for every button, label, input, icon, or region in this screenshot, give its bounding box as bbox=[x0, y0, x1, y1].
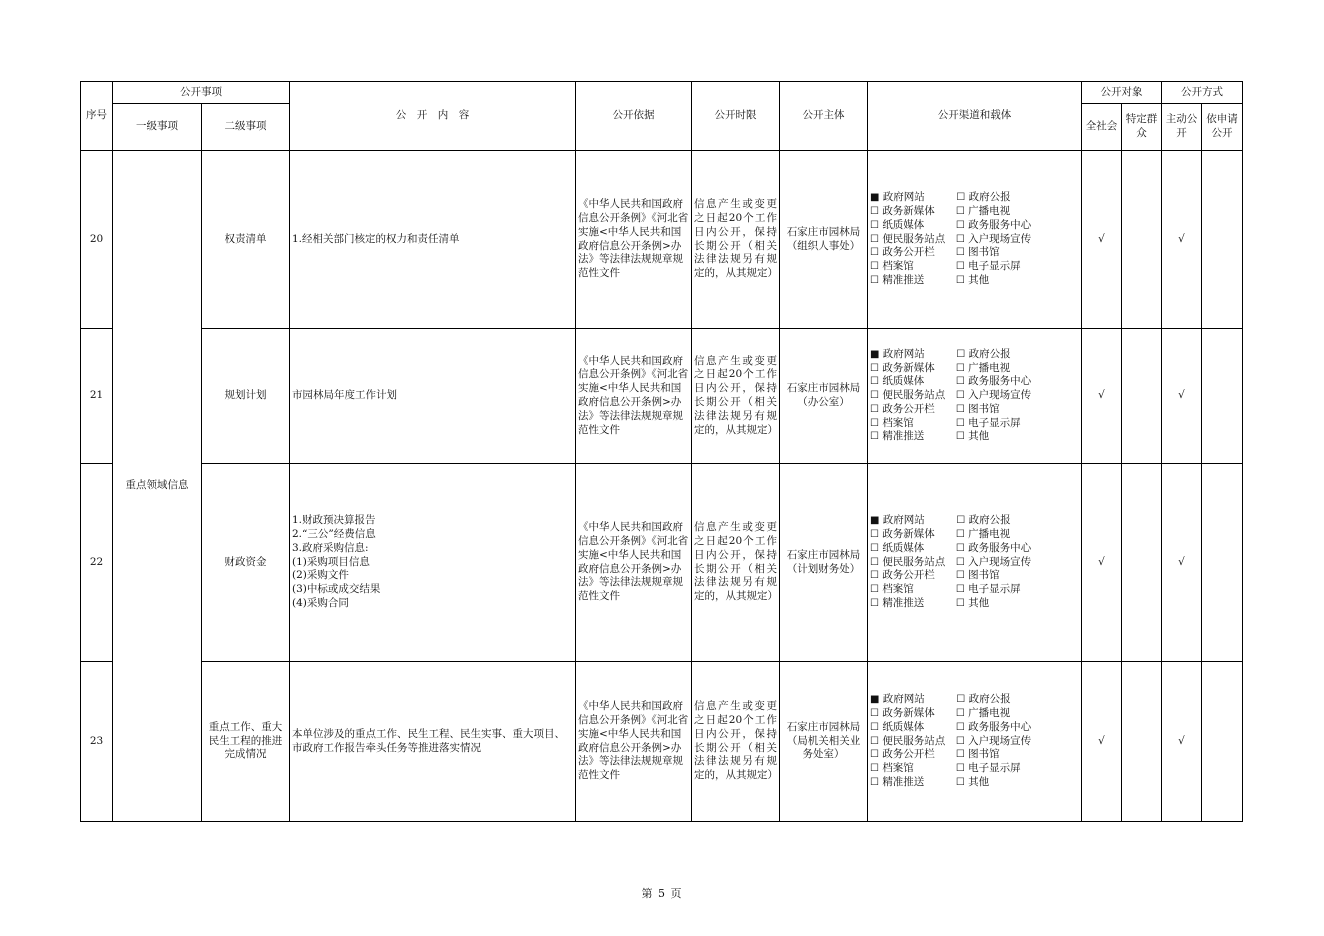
row-level2: 权责清单 bbox=[202, 151, 290, 329]
content-line: 本单位涉及的重点工作、民生工程、民生实事、重大项目、市政府工作报告牵头任务等推进落实情况 bbox=[292, 727, 565, 754]
table-row bbox=[81, 662, 1243, 822]
channel-line bbox=[870, 205, 1079, 219]
content-line: (3)中标或成交结果 bbox=[292, 583, 381, 596]
row-method-apply bbox=[1202, 151, 1243, 329]
channel-label: 政务公开栏 bbox=[882, 246, 935, 259]
channel-line bbox=[870, 417, 1079, 431]
channel-label: 便民服务站点 bbox=[882, 734, 946, 747]
checkbox-icon: ☐ bbox=[870, 708, 879, 719]
channel-label: 政务新媒体 bbox=[882, 707, 935, 719]
header-target-specific: 特定群众 bbox=[1122, 104, 1162, 151]
table-row bbox=[81, 151, 1243, 329]
row-level2: 重点工作、重大民生工程的推进完成情况 bbox=[202, 662, 290, 822]
channel-label: 政府公报 bbox=[968, 693, 1011, 706]
checkbox-icon: ☐ bbox=[955, 431, 965, 443]
checkbox-icon: ☐ bbox=[870, 417, 879, 429]
channel-line bbox=[870, 219, 1079, 233]
checkbox-icon: ☐ bbox=[870, 584, 879, 596]
channel-label: 政务新媒体 bbox=[882, 528, 935, 540]
row-target-all: √ bbox=[1082, 151, 1122, 329]
row-method-active: √ bbox=[1162, 329, 1202, 464]
checkbox-icon: ☐ bbox=[870, 261, 879, 273]
channel-label: 档案馆 bbox=[882, 260, 914, 273]
table-row bbox=[81, 464, 1243, 662]
disclosure-table bbox=[80, 81, 1243, 822]
channel-label: 政务公开栏 bbox=[882, 402, 935, 415]
row-method-active: √ bbox=[1162, 151, 1202, 329]
checkbox-icon: ☐ bbox=[870, 542, 879, 554]
row-basis: 《中华人民共和国政府信息公开条例》《河北省实施<中华人民共和国政府信息公开条例>办法》等法律法规规章规范性文件 bbox=[576, 662, 692, 822]
channel-label: 其他 bbox=[968, 596, 990, 609]
channel-label: 纸质媒体 bbox=[882, 218, 925, 231]
channel-line bbox=[870, 233, 1079, 247]
checkbox-icon: ☐ bbox=[955, 376, 965, 388]
header-level2: 二级事项 bbox=[202, 104, 290, 151]
row-period: 信息产生或变更之日起20个工作日内公开，保持长期公开（相关法律法规另有规定的，从其规定） bbox=[692, 151, 780, 329]
channel-label: 电子显示屏 bbox=[968, 416, 1021, 429]
channel-label: 政府网站 bbox=[882, 514, 925, 527]
checkbox-icon: ☐ bbox=[956, 515, 966, 527]
checkbox-icon: ☐ bbox=[870, 735, 879, 747]
checkbox-icon: ☐ bbox=[955, 570, 965, 582]
row-subject: 石家庄市园林局（局机关相关业务处室） bbox=[780, 662, 868, 822]
checkbox-icon: ☐ bbox=[955, 403, 965, 415]
row-subject: 石家庄市园林局（组织人事处） bbox=[780, 151, 868, 329]
channel-line bbox=[870, 274, 1079, 288]
channel-line bbox=[870, 721, 1079, 735]
channel-label: 其他 bbox=[968, 775, 990, 788]
checkbox-icon: ☐ bbox=[955, 763, 965, 775]
channel-line bbox=[870, 191, 1079, 205]
channel-line bbox=[870, 735, 1079, 749]
checkbox-icon: ☐ bbox=[870, 247, 879, 259]
header-basis: 公开依据 bbox=[576, 82, 692, 151]
header-channels: 公开渠道和载体 bbox=[868, 82, 1082, 151]
checkbox-icon: ☐ bbox=[955, 274, 965, 286]
channel-label: 其他 bbox=[968, 273, 990, 286]
checkbox-icon: ☐ bbox=[870, 431, 879, 443]
level1-cell: 重点领域信息 bbox=[113, 151, 202, 822]
channel-label: 政府网站 bbox=[882, 693, 925, 706]
checkbox-icon: ☐ bbox=[955, 597, 965, 609]
row-seq: 20 bbox=[81, 151, 113, 329]
row-content bbox=[290, 151, 576, 329]
content-line: 3.政府采购信息: bbox=[292, 541, 369, 554]
channel-label: 政务服务中心 bbox=[968, 375, 1032, 388]
channel-label: 入户现场宣传 bbox=[968, 389, 1032, 402]
channel-label: 其他 bbox=[968, 430, 990, 443]
channel-label: 入户现场宣传 bbox=[968, 232, 1032, 245]
channel-line bbox=[870, 260, 1079, 274]
row-seq: 23 bbox=[81, 662, 113, 822]
header-method-active: 主动公开 bbox=[1162, 104, 1202, 151]
row-content bbox=[290, 662, 576, 822]
channel-label: 电子显示屏 bbox=[968, 583, 1021, 596]
channel-label: 便民服务站点 bbox=[882, 232, 946, 245]
channel-line bbox=[870, 707, 1079, 721]
channel-label: 纸质媒体 bbox=[882, 541, 925, 554]
channel-label: 精准推送 bbox=[882, 775, 925, 788]
row-method-apply bbox=[1202, 662, 1243, 822]
checkbox-icon: ☐ bbox=[955, 219, 965, 231]
checkbox-icon: ☐ bbox=[870, 219, 879, 231]
channel-label: 纸质媒体 bbox=[882, 375, 925, 388]
row-method-apply bbox=[1202, 329, 1243, 464]
channel-label: 精准推送 bbox=[882, 273, 925, 286]
channel-label: 政务公开栏 bbox=[882, 569, 935, 582]
channel-label: 纸质媒体 bbox=[882, 720, 925, 733]
row-basis: 《中华人民共和国政府信息公开条例》《河北省实施<中华人民共和国政府信息公开条例>办法》等法律法规规章规范性文件 bbox=[576, 151, 692, 329]
checkbox-icon: ■ bbox=[870, 515, 880, 527]
row-target-specific bbox=[1122, 662, 1162, 822]
checkbox-icon: ☐ bbox=[955, 247, 965, 259]
channel-label: 广播电视 bbox=[968, 361, 1011, 374]
checkbox-icon: ☐ bbox=[870, 749, 879, 761]
row-subject: 石家庄市园林局（计划财务处） bbox=[780, 464, 868, 662]
channel-label: 电子显示屏 bbox=[968, 762, 1021, 775]
row-content bbox=[290, 464, 576, 662]
channel-line bbox=[870, 597, 1079, 611]
channel-line bbox=[870, 776, 1079, 790]
channel-line bbox=[870, 514, 1079, 528]
channel-label: 政务服务中心 bbox=[968, 218, 1032, 231]
row-target-all: √ bbox=[1082, 464, 1122, 662]
checkbox-icon: ☐ bbox=[870, 597, 879, 609]
row-period: 信息产生或变更之日起20个工作日内公开，保持长期公开（相关法律法规另有规定的，从其规定） bbox=[692, 329, 780, 464]
checkbox-icon: ☐ bbox=[955, 708, 965, 719]
channel-line bbox=[870, 556, 1079, 570]
checkbox-icon: ■ bbox=[870, 192, 880, 204]
checkbox-icon: ☐ bbox=[955, 390, 965, 402]
channel-label: 电子显示屏 bbox=[968, 260, 1021, 273]
channel-line bbox=[870, 362, 1079, 376]
checkbox-icon: ■ bbox=[870, 348, 880, 360]
checkbox-icon: ☐ bbox=[870, 233, 879, 245]
content-line: (1)采购项目信息 bbox=[292, 555, 370, 568]
content-line: 市园林局年度工作计划 bbox=[292, 389, 397, 402]
channel-label: 政务服务中心 bbox=[968, 541, 1032, 554]
content-line: 2.“三公”经费信息 bbox=[292, 528, 376, 540]
channel-line bbox=[870, 430, 1079, 444]
checkbox-icon: ☐ bbox=[955, 542, 965, 554]
page-number: 第 5 页 bbox=[641, 887, 683, 900]
channel-line bbox=[870, 542, 1079, 556]
content-line: 1.财政预决算报告 bbox=[292, 514, 376, 527]
channel-line bbox=[870, 348, 1079, 362]
channel-label: 政府网站 bbox=[882, 347, 925, 360]
row-target-all: √ bbox=[1082, 329, 1122, 464]
channel-label: 入户现场宣传 bbox=[968, 555, 1032, 568]
channel-label: 便民服务站点 bbox=[882, 389, 946, 402]
channel-line bbox=[870, 748, 1079, 762]
row-channels bbox=[868, 151, 1082, 329]
checkbox-icon: ☐ bbox=[955, 776, 965, 788]
channel-label: 入户现场宣传 bbox=[968, 734, 1032, 747]
channel-label: 档案馆 bbox=[882, 762, 914, 775]
header-seq: 序号 bbox=[81, 82, 113, 151]
row-method-apply bbox=[1202, 464, 1243, 662]
checkbox-icon: ☐ bbox=[870, 376, 879, 388]
row-seq: 22 bbox=[81, 464, 113, 662]
checkbox-icon: ☐ bbox=[870, 403, 879, 415]
content-line: 1.经相关部门核定的权力和责任清单 bbox=[292, 232, 460, 245]
row-level2: 规划计划 bbox=[202, 329, 290, 464]
row-level2: 财政资金 bbox=[202, 464, 290, 662]
checkbox-icon: ☐ bbox=[870, 206, 879, 217]
header-items-group: 公开事项 bbox=[113, 82, 290, 104]
channel-label: 图书馆 bbox=[968, 748, 1000, 761]
header-content: 公 开 内 容 bbox=[290, 82, 576, 151]
checkbox-icon: ☐ bbox=[956, 192, 966, 204]
row-target-all: √ bbox=[1082, 662, 1122, 822]
header-level1: 一级事项 bbox=[113, 104, 202, 151]
header-target-all: 全社会 bbox=[1082, 104, 1122, 151]
channel-line bbox=[870, 246, 1079, 260]
content-line: (4)采购合同 bbox=[292, 596, 349, 609]
channel-line bbox=[870, 375, 1079, 389]
checkbox-icon: ☐ bbox=[955, 206, 965, 217]
content-line: (2)采购文件 bbox=[292, 569, 349, 582]
channel-label: 政府公报 bbox=[968, 347, 1011, 360]
row-target-specific bbox=[1122, 464, 1162, 662]
checkbox-icon: ☐ bbox=[955, 749, 965, 761]
row-channels bbox=[868, 329, 1082, 464]
checkbox-icon: ☐ bbox=[956, 694, 966, 706]
checkbox-icon: ☐ bbox=[955, 261, 965, 273]
checkbox-icon: ☐ bbox=[870, 776, 879, 788]
checkbox-icon: ☐ bbox=[955, 529, 965, 540]
channel-label: 便民服务站点 bbox=[882, 555, 946, 568]
channel-line bbox=[870, 389, 1079, 403]
channel-label: 政务新媒体 bbox=[882, 205, 935, 217]
channel-label: 广播电视 bbox=[968, 205, 1011, 217]
channel-label: 图书馆 bbox=[968, 246, 1000, 259]
checkbox-icon: ☐ bbox=[870, 763, 879, 775]
checkbox-icon: ☐ bbox=[955, 584, 965, 596]
checkbox-icon: ☐ bbox=[870, 274, 879, 286]
channel-label: 政务公开栏 bbox=[882, 748, 935, 761]
channel-label: 档案馆 bbox=[882, 416, 914, 429]
channel-label: 档案馆 bbox=[882, 583, 914, 596]
row-target-specific bbox=[1122, 151, 1162, 329]
checkbox-icon: ☐ bbox=[870, 570, 879, 582]
channel-label: 精准推送 bbox=[882, 430, 925, 443]
channel-line bbox=[870, 762, 1079, 776]
channel-label: 精准推送 bbox=[882, 596, 925, 609]
header-method-group: 公开方式 bbox=[1162, 82, 1243, 104]
channel-line bbox=[870, 569, 1079, 583]
checkbox-icon: ☐ bbox=[955, 417, 965, 429]
channel-line bbox=[870, 583, 1079, 597]
checkbox-icon: ☐ bbox=[955, 721, 965, 733]
checkbox-icon: ☐ bbox=[870, 390, 879, 402]
header-period: 公开时限 bbox=[692, 82, 780, 151]
checkbox-icon: ☐ bbox=[956, 348, 966, 360]
row-channels bbox=[868, 662, 1082, 822]
header-method-apply: 依申请公开 bbox=[1202, 104, 1243, 151]
checkbox-icon: ☐ bbox=[870, 556, 879, 568]
row-target-specific bbox=[1122, 329, 1162, 464]
channel-label: 广播电视 bbox=[968, 707, 1011, 719]
channel-label: 图书馆 bbox=[968, 569, 1000, 582]
checkbox-icon: ☐ bbox=[955, 233, 965, 245]
row-basis: 《中华人民共和国政府信息公开条例》《河北省实施<中华人民共和国政府信息公开条例>办法》等法律法规规章规范性文件 bbox=[576, 464, 692, 662]
row-method-active: √ bbox=[1162, 662, 1202, 822]
table-row bbox=[81, 329, 1243, 464]
row-period: 信息产生或变更之日起20个工作日内公开，保持长期公开（相关法律法规另有规定的，从其规定） bbox=[692, 662, 780, 822]
header-subject: 公开主体 bbox=[780, 82, 868, 151]
channel-label: 政务服务中心 bbox=[968, 720, 1032, 733]
channel-line bbox=[870, 403, 1079, 417]
row-content bbox=[290, 329, 576, 464]
checkbox-icon: ☐ bbox=[870, 362, 879, 374]
header-target-group: 公开对象 bbox=[1082, 82, 1162, 104]
checkbox-icon: ■ bbox=[870, 694, 880, 706]
channel-label: 政府网站 bbox=[882, 191, 925, 204]
channel-label: 图书馆 bbox=[968, 402, 1000, 415]
channel-label: 政府公报 bbox=[968, 514, 1011, 527]
channel-label: 政府公报 bbox=[968, 191, 1011, 204]
checkbox-icon: ☐ bbox=[955, 362, 965, 374]
channel-label: 政务新媒体 bbox=[882, 361, 935, 374]
channel-label: 广播电视 bbox=[968, 528, 1011, 540]
channel-line bbox=[870, 693, 1079, 707]
row-channels bbox=[868, 464, 1082, 662]
row-seq: 21 bbox=[81, 329, 113, 464]
channel-line bbox=[870, 528, 1079, 542]
row-period: 信息产生或变更之日起20个工作日内公开，保持长期公开（相关法律法规另有规定的，从其规定） bbox=[692, 464, 780, 662]
checkbox-icon: ☐ bbox=[955, 735, 965, 747]
row-method-active: √ bbox=[1162, 464, 1202, 662]
checkbox-icon: ☐ bbox=[955, 556, 965, 568]
checkbox-icon: ☐ bbox=[870, 529, 879, 540]
row-basis: 《中华人民共和国政府信息公开条例》《河北省实施<中华人民共和国政府信息公开条例>办法》等法律法规规章规范性文件 bbox=[576, 329, 692, 464]
checkbox-icon: ☐ bbox=[870, 721, 879, 733]
row-subject: 石家庄市园林局（办公室） bbox=[780, 329, 868, 464]
